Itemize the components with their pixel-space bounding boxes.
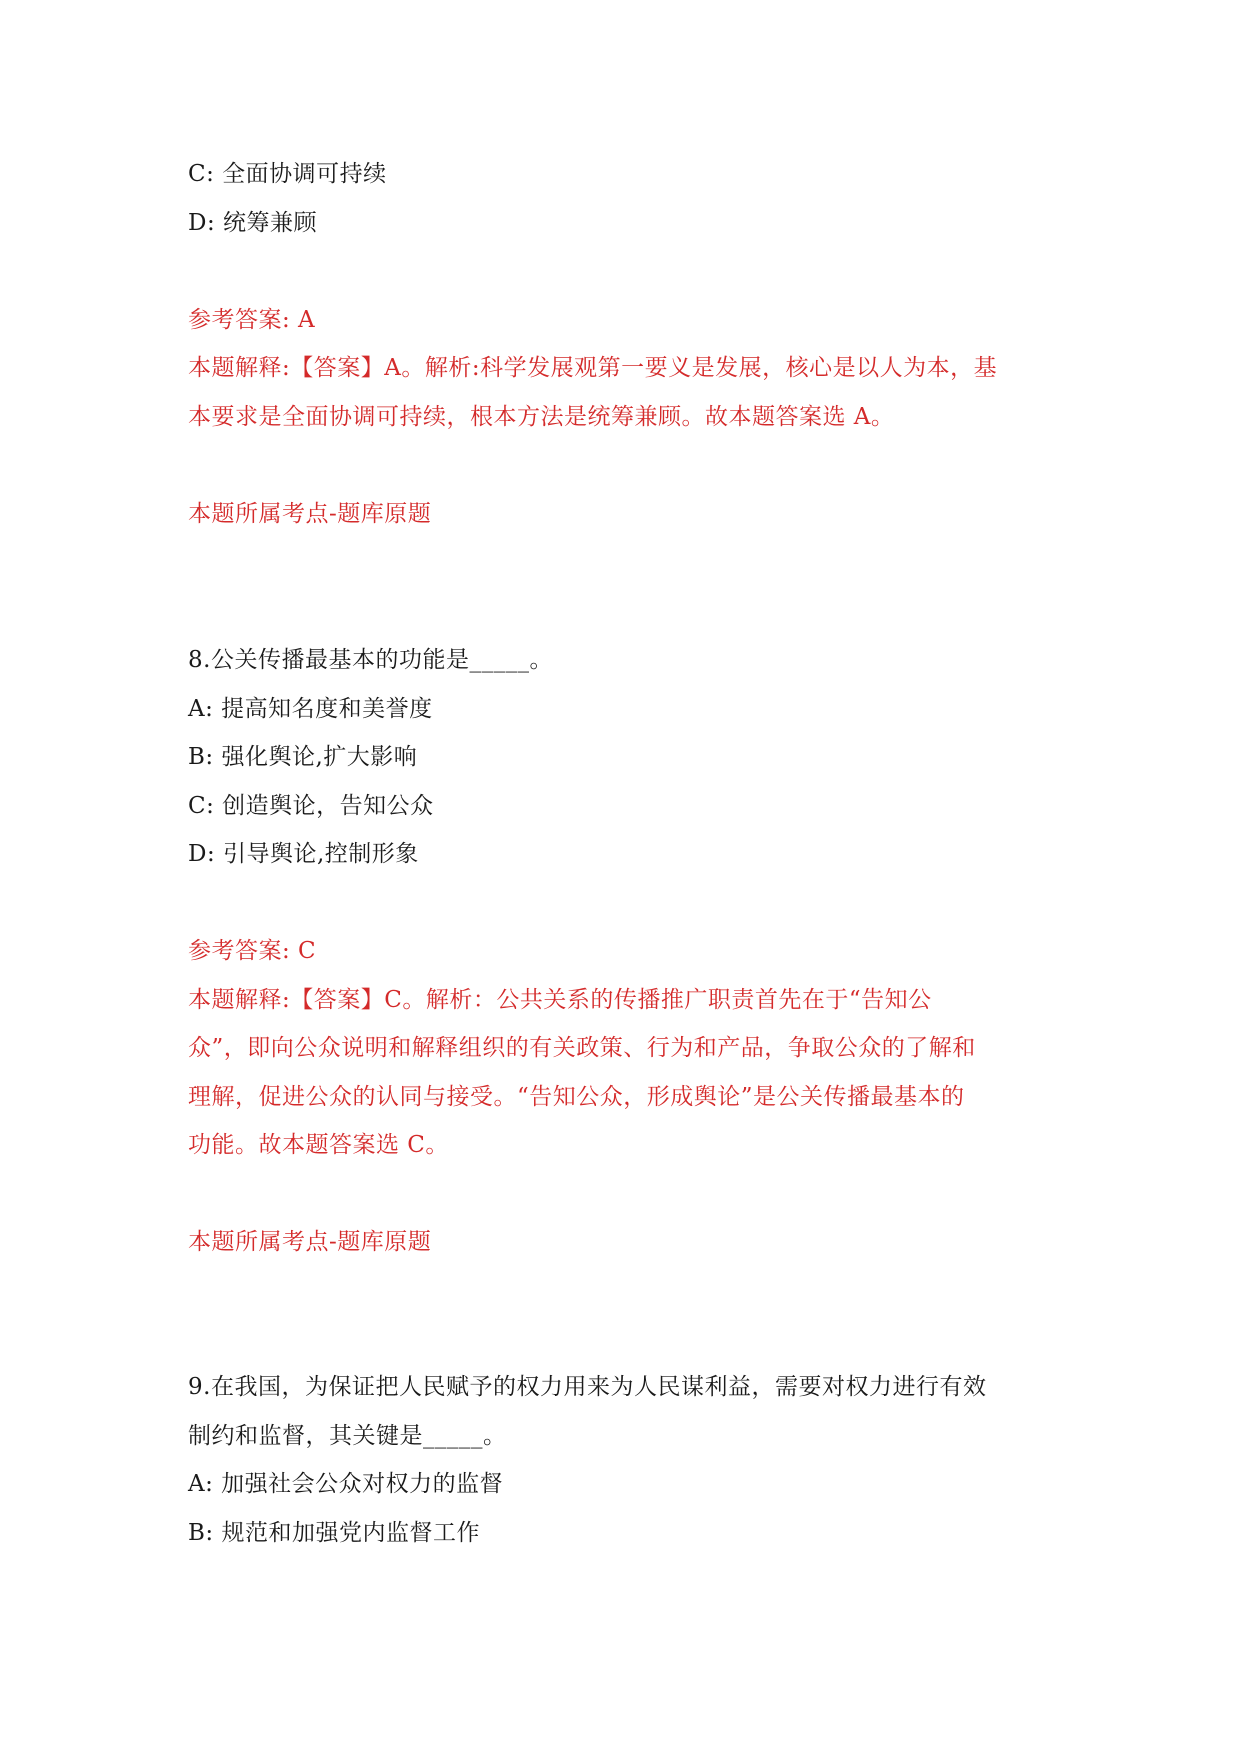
- q9-option-a: A: 加强社会公众对权力的监督: [188, 1471, 504, 1497]
- q7-reference-answer: 参考答案: A: [188, 307, 316, 333]
- q8-explanation-line-2: 众”，即向公众说明和解释组织的有关政策、行为和产品，争取公众的了解和: [188, 1035, 976, 1061]
- q9-stem-line-2: 制约和监督，其关键是_____。: [188, 1423, 507, 1449]
- q9-option-b: B: 规范和加强党内监督工作: [188, 1520, 480, 1546]
- q8-explanation-line-3: 理解，促进公众的认同与接受。“告知公众，形成舆论”是公关传播最基本的: [188, 1084, 965, 1110]
- q8-source: 本题所属考点-题库原题: [188, 1229, 432, 1255]
- q8-option-c: C: 创造舆论，告知公众: [188, 793, 434, 819]
- q7-option-c: C: 全面协调可持续: [188, 161, 387, 187]
- q8-option-a: A: 提高知名度和美誉度: [188, 696, 433, 722]
- q8-reference-answer: 参考答案: C: [188, 938, 317, 964]
- q7-source: 本题所属考点-题库原题: [188, 501, 432, 527]
- q7-explanation-line-1: 本题解释:【答案】A。解析:科学发展观第一要义是发展，核心是以人为本，基: [188, 355, 998, 381]
- q7-option-d: D: 统筹兼顾: [188, 210, 318, 236]
- q8-explanation-line-1: 本题解释:【答案】C。解析：公共关系的传播推广职责首先在于“告知公: [188, 987, 932, 1013]
- q8-option-b: B: 强化舆论,扩大影响: [188, 744, 418, 770]
- q8-stem: 8.公关传播最基本的功能是_____。: [188, 647, 553, 673]
- q8-option-d: D: 引导舆论,控制形象: [188, 841, 419, 867]
- q9-stem-line-1: 9.在我国，为保证把人民赋予的权力用来为人民谋利益，需要对权力进行有效: [188, 1374, 987, 1400]
- q8-explanation-line-4: 功能。故本题答案选 C。: [188, 1132, 449, 1158]
- q7-explanation-line-2: 本要求是全面协调可持续，根本方法是统筹兼顾。故本题答案选 A。: [188, 404, 895, 430]
